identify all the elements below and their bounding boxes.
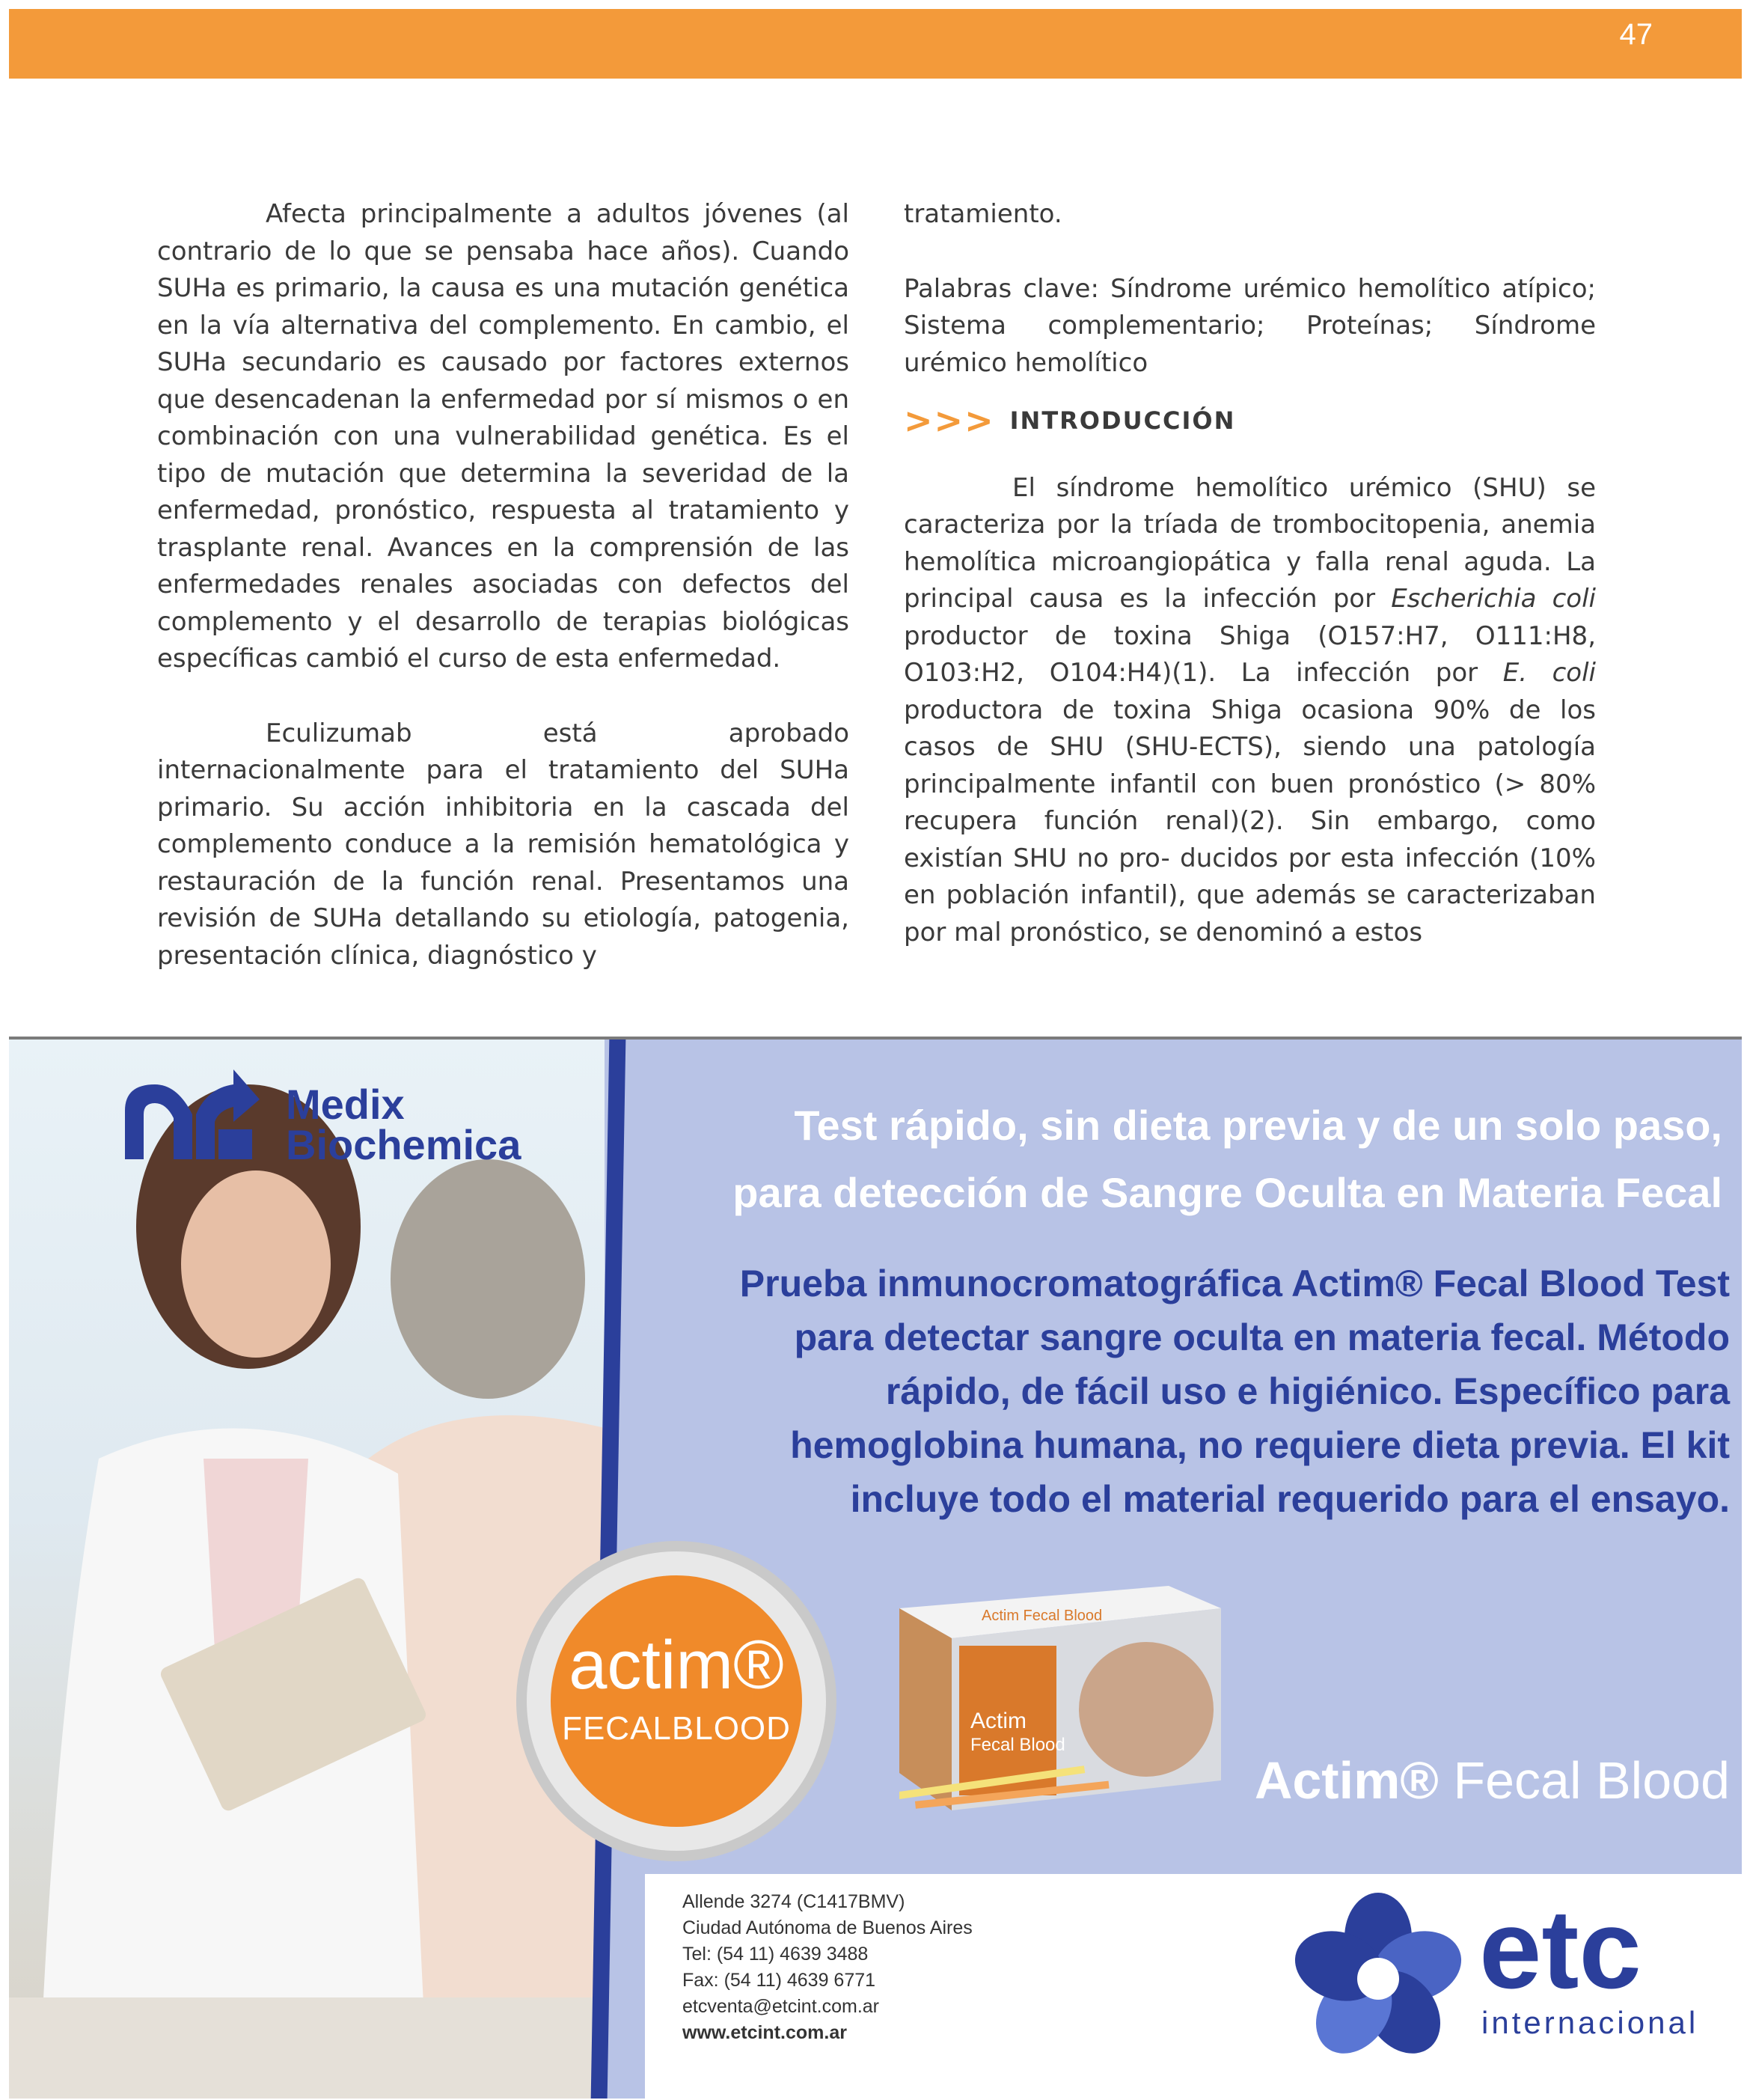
medix-logo xyxy=(125,1069,544,1174)
page-number: 47 xyxy=(1619,18,1653,51)
advertisement xyxy=(9,1037,1742,2099)
fax-line: Fax: (54 11) 4639 6771 xyxy=(682,1970,876,1991)
svg-text:Actim Fecal Blood: Actim Fecal Blood xyxy=(982,1608,1103,1624)
right-paragraph-1: tratamiento. xyxy=(904,199,1062,229)
medix-wordmark: Medix Biochemica xyxy=(286,1081,521,1168)
address-line: Ciudad Autónoma de Buenos Aires xyxy=(682,1917,973,1938)
actim-brand: Actim® Fecal Blood xyxy=(1254,1751,1730,1810)
flower-icon xyxy=(1281,1893,1475,2065)
phone-line: Tel: (54 11) 4639 3488 xyxy=(682,1944,869,1965)
section-title: INTRODUCCIÓN xyxy=(1009,406,1236,435)
svg-text:Fecal Blood: Fecal Blood xyxy=(970,1735,1065,1755)
section-heading xyxy=(904,400,1596,441)
etc-logo xyxy=(1281,1886,1730,2080)
etc-wordmark: etc xyxy=(1479,1886,1642,2012)
actim-badge-sub: FECALBLOOD xyxy=(562,1710,791,1747)
ad-headline: Test rápido, sin dieta previa y de un solo paso, para detección de Sangre Oculta en Materia Fecal xyxy=(732,1102,1722,1216)
left-paragraph-2: Eculizumab está aprobado internacionalmente para el tratamiento del SUHa primario. Su acción inhibitoria en la cascada del complemento conduce a la remisión hematológica y restauración de la función renal. Presentamos una revisión de SUHa detallando su etiología, patogenia, presentación clínica, diagnóstico y xyxy=(157,718,849,971)
intro-paragraph: El síndrome hemolítico urémico (SHU) se caracteriza por la tríada de trombocitopenia, anemia hemolítica microangiopática y falla renal aguda. La principal causa es la infección por Escherichia coli productor de toxina Shiga (O157:H7, O111:H8, O103:H2, O104:H4)(1). La infección por E. coli productora de toxina Shiga ocasiona 90% de los casos de SHU (SHU-ECTS), siendo una patología principalmente infantil con buen pronóstico (> 80% recupera función renal)(2). Sin embargo, como existían SHU no pro- ducidos por esta infección (10% en población infantil), que además se caracterizaban por mal pronóstico, se denominó a estos xyxy=(904,472,1597,947)
doctor-photo xyxy=(9,1040,608,2099)
page-header-bar xyxy=(9,9,1742,79)
address-line: Allende 3274 (C1417BMV) xyxy=(682,1891,905,1912)
product-box-image xyxy=(899,1586,1221,1810)
website-line: www.etcint.com.ar xyxy=(682,2022,847,2043)
left-column xyxy=(157,196,849,974)
actim-badge-word: actim® xyxy=(569,1627,784,1703)
svg-text:Actim: Actim xyxy=(970,1709,1027,1733)
email-line: etcventa@etcint.com.ar xyxy=(682,1996,879,2017)
etc-subtitle: internacional xyxy=(1481,2005,1699,2040)
right-column xyxy=(904,196,1596,951)
section-arrows: >>> xyxy=(904,400,995,441)
keywords-paragraph: Palabras clave: Síndrome urémico hemolítico atípico; Sistema complementario; Proteínas; Síndrome urémico hemolítico xyxy=(904,273,1596,378)
medix-m-icon xyxy=(125,1069,275,1174)
actim-badge xyxy=(516,1541,836,1861)
ad-body-text: Prueba inmunocromatográfica Actim® Fecal Blood Test para detectar sangre oculta en materia fecal. Método rápido, de fácil uso e higiénico. Específico para hemoglobina humana, no requiere dieta previa. El kit incluye todo el material requerido para el ensayo. xyxy=(739,1263,1730,1520)
left-paragraph-1: Afecta principalmente a adultos jóvenes (al contrario de lo que se pensaba hace años). Cuando SUHa es primario, la causa es una mutación genética en la vía alternativa del complemento. En cambio, el SUHa secundario es causado por factores externos que desencadenan la enfermedad por sí mismos o en combinación con una vulnerabilidad genética. Es el tipo de mutación que determina la severidad de la enfermedad, pronóstico, respuesta al tratamiento y trasplante renal. Avances en la comprensión de las enfermedades renales asociadas con defectos del complemento y el desarrollo de terapias biológicas específicas cambió el curso de esta enfermedad. xyxy=(157,199,849,674)
address-block xyxy=(682,1889,973,2046)
